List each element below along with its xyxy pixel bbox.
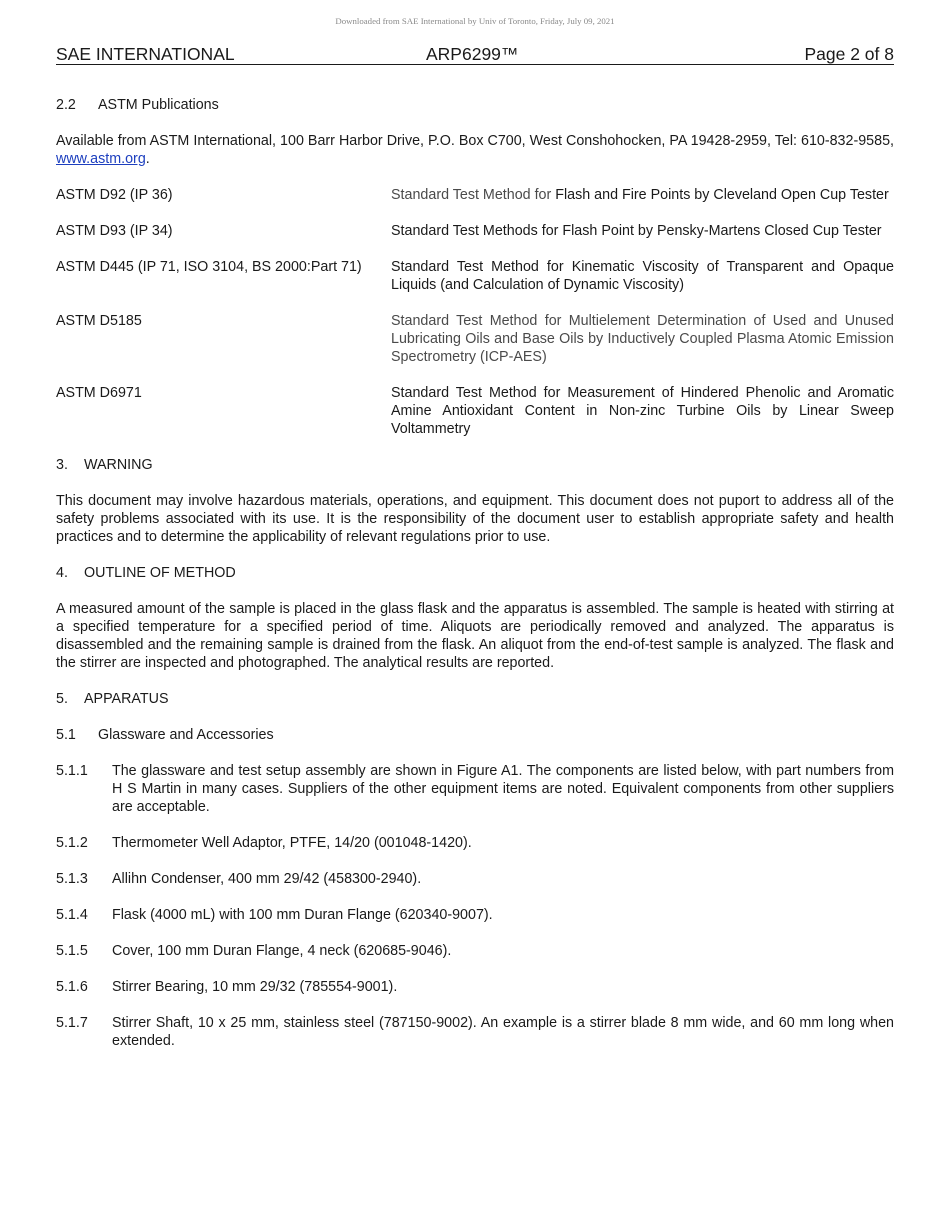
section-title: WARNING xyxy=(84,457,153,473)
item-number: 5.1.7 xyxy=(56,1015,88,1031)
reference-title: Standard Test Method for Kinematic Viscosity of Transparent and Opaque Liquids (and Calculation of Dynamic Viscosity) xyxy=(391,259,894,293)
download-note: Downloaded from SAE International by Univ of Toronto, Friday, July 09, 2021 xyxy=(335,16,615,26)
item-text: Thermometer Well Adaptor, PTFE, 14/20 (001048-1420). xyxy=(112,835,472,851)
numbered-item xyxy=(56,870,894,888)
reference-title-part: Standard Test Method for xyxy=(391,187,556,203)
reference-entry xyxy=(56,186,894,204)
section-heading-5 xyxy=(56,690,894,708)
item-text: The glassware and test setup assembly are shown in Figure A1. The components are listed below, with part numbers from H S Martin in many cases. Suppliers of the other equipment items are noted. Equivalent components from other suppliers are acceptable. xyxy=(112,763,894,815)
section-title: OUTLINE OF METHOD xyxy=(84,565,236,581)
item-number: 5.1.1 xyxy=(56,763,88,779)
reference-title: Standard Test Methods for Flash Point by Pensky-Martens Closed Cup Tester xyxy=(391,223,882,239)
item-text: Stirrer Shaft, 10 x 25 mm, stainless steel (787150-9002). An example is a stirrer blade 8 mm wide, and 60 mm long when extended. xyxy=(112,1015,894,1049)
section-heading-5-1 xyxy=(56,726,894,744)
header-org: SAE INTERNATIONAL xyxy=(56,44,235,64)
item-text: Cover, 100 mm Duran Flange, 4 neck (620685-9046). xyxy=(112,943,452,959)
numbered-item xyxy=(56,978,894,996)
section-number: 4. xyxy=(56,565,68,581)
section-heading-3 xyxy=(56,456,894,474)
reference-entry xyxy=(56,312,894,366)
warning-paragraph: This document may involve hazardous materials, operations, and equipment. This document does not puport to address all of the safety problems associated with its use. It is the responsibility of the document user to establish appropriate safety and health practices and to determine the applicability of relevant regulations prior to use. xyxy=(56,493,894,545)
availability-paragraph xyxy=(56,132,894,168)
numbered-item xyxy=(56,762,894,816)
section-title: Glassware and Accessories xyxy=(98,727,274,743)
section-title: APPARATUS xyxy=(84,691,169,707)
section-heading-2-2 xyxy=(56,96,894,114)
header-page-number: Page 2 of 8 xyxy=(804,44,894,64)
header-doc-number: ARP6299™ xyxy=(426,44,519,64)
item-text: Flask (4000 mL) with 100 mm Duran Flange (620340-9007). xyxy=(112,907,493,923)
reference-title: Standard Test Method for Multielement Determination of Used and Unused Lubricating Oils and Base Oils by Inductively Coupled Plasma Atomic Emission Spectrometry (ICP-AES) xyxy=(391,313,894,365)
section-title: ASTM Publications xyxy=(98,97,219,113)
item-number: 5.1.3 xyxy=(56,871,88,887)
outline-paragraph: A measured amount of the sample is placed in the glass flask and the apparatus is assembled. The sample is heated with stirring at a specified temperature for a specified period of time. Aliquots are periodically removed and analyzed. The apparatus is disassembled and the remaining sample is drained from the flask. An aliquot from the end-of-test sample is analyzed. The flask and the stirrer are inspected and photographed. The analytical results are reported. xyxy=(56,601,894,671)
reference-code: ASTM D92 (IP 36) xyxy=(56,187,173,203)
item-text: Allihn Condenser, 400 mm 29/42 (458300-2940). xyxy=(112,871,422,887)
reference-code: ASTM D6971 xyxy=(56,385,142,401)
numbered-item xyxy=(56,834,894,852)
numbered-item xyxy=(56,1014,894,1050)
section-number: 3. xyxy=(56,457,68,473)
reference-code: ASTM D445 (IP 71, ISO 3104, BS 2000:Part 71) xyxy=(56,259,362,275)
reference-entry xyxy=(56,384,894,438)
reference-code: ASTM D93 (IP 34) xyxy=(56,223,173,239)
reference-entry xyxy=(56,258,894,294)
numbered-item xyxy=(56,906,894,924)
availability-end: . xyxy=(145,151,150,167)
reference-title: Standard Test Method for Measurement of Hindered Phenolic and Aromatic Amine Antioxidant Content in Non-zinc Turbine Oils by Linear Sweep Voltammetry xyxy=(391,385,894,437)
numbered-item xyxy=(56,942,894,960)
item-number: 5.1.5 xyxy=(56,943,88,959)
reference-title xyxy=(391,186,894,204)
page-header xyxy=(56,44,894,65)
section-heading-4 xyxy=(56,564,894,582)
item-number: 5.1.2 xyxy=(56,835,88,851)
reference-title-part: Flash and Fire Points by Cleveland Open Cup Tester xyxy=(555,187,889,203)
availability-text: Available from ASTM International, 100 Barr Harbor Drive, P.O. Box C700, West Conshohocken, PA 19428-2959, Tel: 610-832-9585, xyxy=(56,133,894,149)
item-text: Stirrer Bearing, 10 mm 29/32 (785554-9001). xyxy=(112,979,398,995)
item-number: 5.1.4 xyxy=(56,907,88,923)
document-body xyxy=(56,96,894,1050)
section-number: 2.2 xyxy=(56,97,76,113)
astm-link[interactable]: www.astm.org xyxy=(56,151,146,167)
section-number: 5.1 xyxy=(56,727,76,743)
section-number: 5. xyxy=(56,691,68,707)
item-number: 5.1.6 xyxy=(56,979,88,995)
reference-entry xyxy=(56,222,894,240)
reference-code: ASTM D5185 xyxy=(56,313,142,329)
